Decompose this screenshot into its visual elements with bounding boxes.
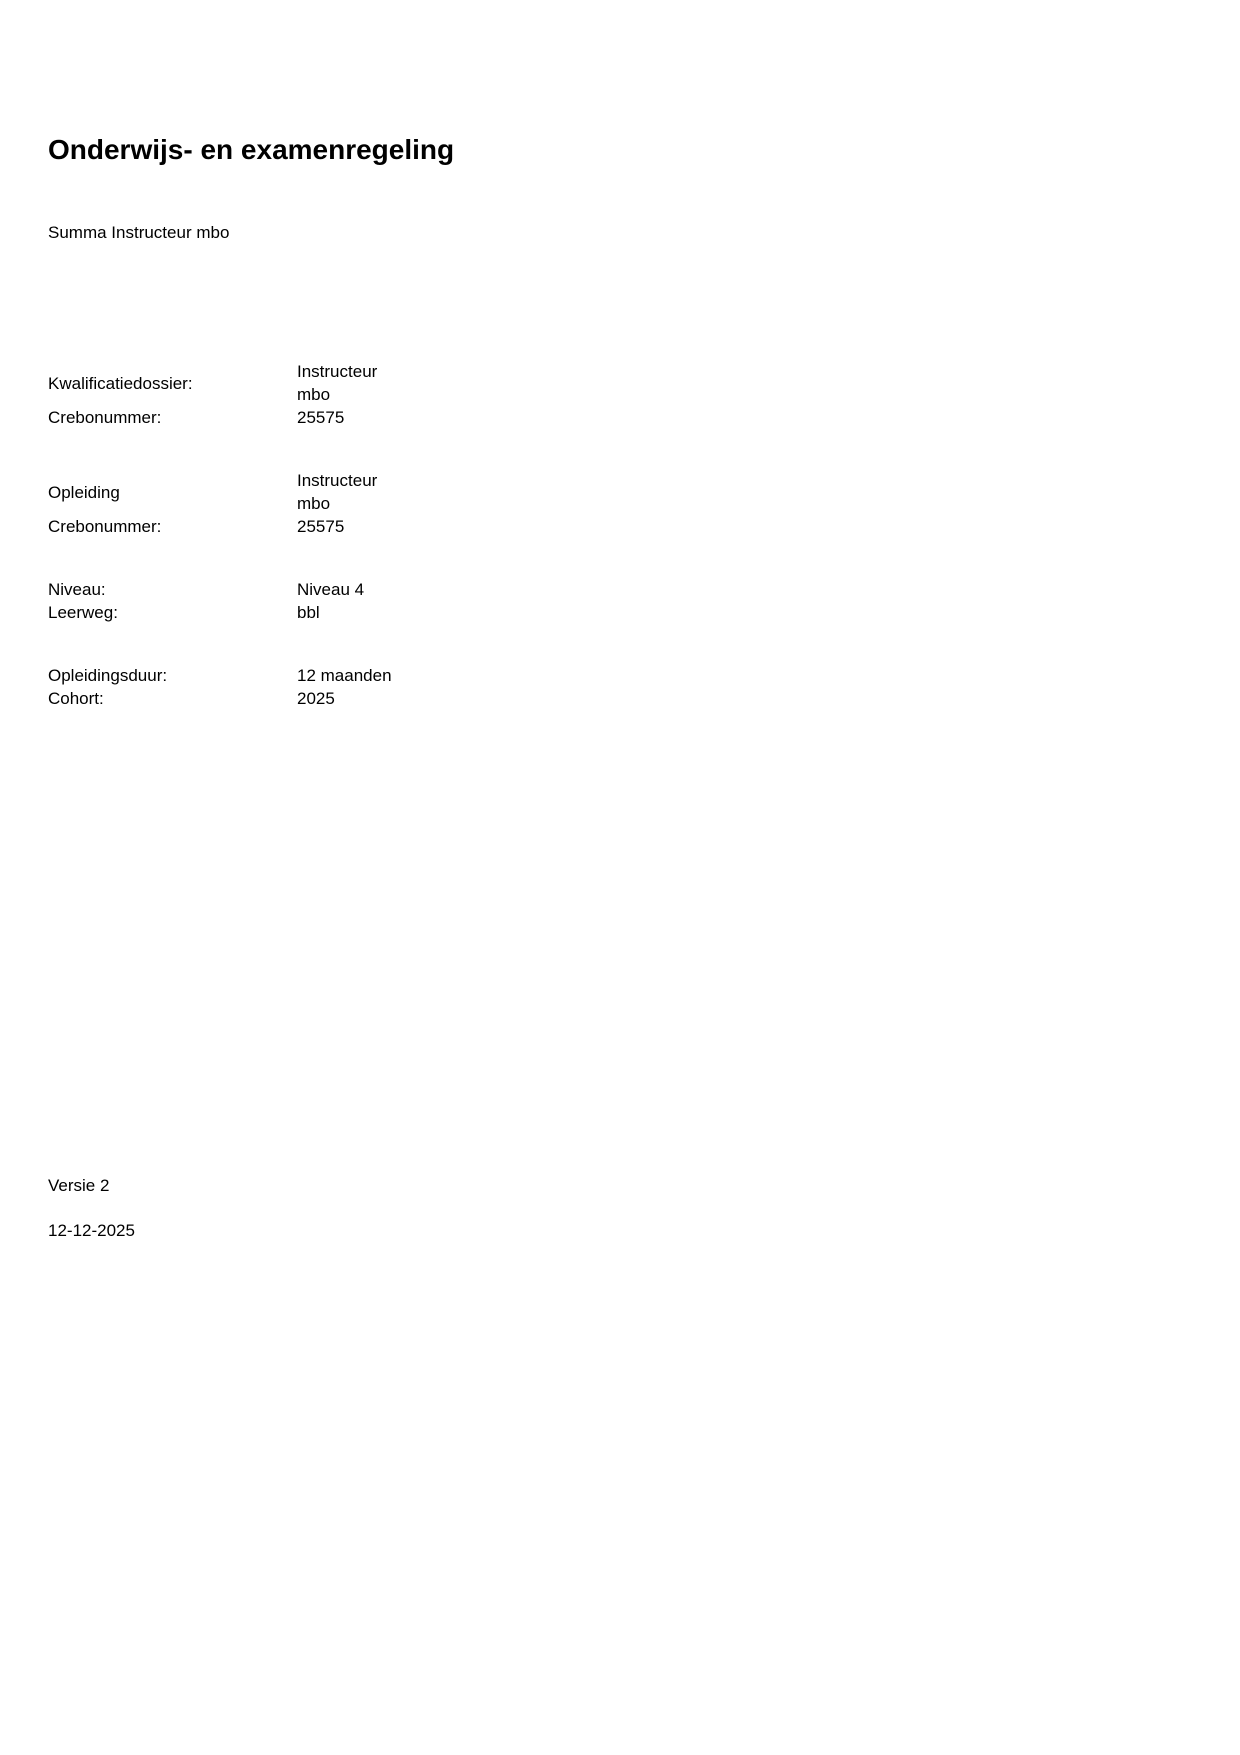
label-cohort: Cohort:	[48, 689, 104, 708]
table-row	[48, 578, 1180, 601]
value-niveau: Niveau 4	[297, 580, 365, 599]
group-opleiding	[48, 469, 1180, 538]
table-row	[48, 469, 1180, 515]
value-opleiding: Instructeur mbo	[297, 471, 378, 513]
label-kwalificatiedossier: Kwalificatiedossier:	[48, 373, 193, 393]
group-kwalificatiedossier	[48, 360, 1180, 429]
label-leerweg: Leerweg:	[48, 603, 118, 622]
table-row	[48, 515, 1180, 538]
label-crebonummer: Crebonummer:	[48, 408, 162, 427]
value-crebonummer: 25575	[297, 517, 345, 536]
label-opleiding: Opleiding	[48, 482, 120, 502]
label-niveau: Niveau:	[48, 580, 106, 599]
date-text: 12-12-2025	[48, 1221, 135, 1240]
value-opleidingsduur: 12 maanden	[297, 666, 392, 685]
version-block	[48, 1174, 1180, 1242]
label-crebonummer: Crebonummer:	[48, 517, 162, 536]
label-opleidingsduur: Opleidingsduur:	[48, 666, 168, 685]
details-table	[48, 360, 1180, 710]
page-subtitle: Summa Instructeur mbo	[48, 223, 230, 242]
group-niveau-leerweg	[48, 578, 1180, 624]
version-text: Versie 2	[48, 1176, 110, 1195]
group-duur-cohort	[48, 664, 1180, 710]
value-leerweg: bbl	[297, 603, 320, 622]
table-row	[48, 601, 1180, 624]
value-cohort: 2025	[297, 689, 335, 708]
table-row	[48, 406, 1180, 429]
table-row	[48, 687, 1180, 710]
table-row	[48, 664, 1180, 687]
page-title: Onderwijs- en examenregeling	[48, 134, 455, 165]
table-row	[48, 360, 1180, 406]
value-kwalificatiedossier: Instructeur mbo	[297, 362, 378, 404]
value-crebonummer: 25575	[297, 408, 345, 427]
